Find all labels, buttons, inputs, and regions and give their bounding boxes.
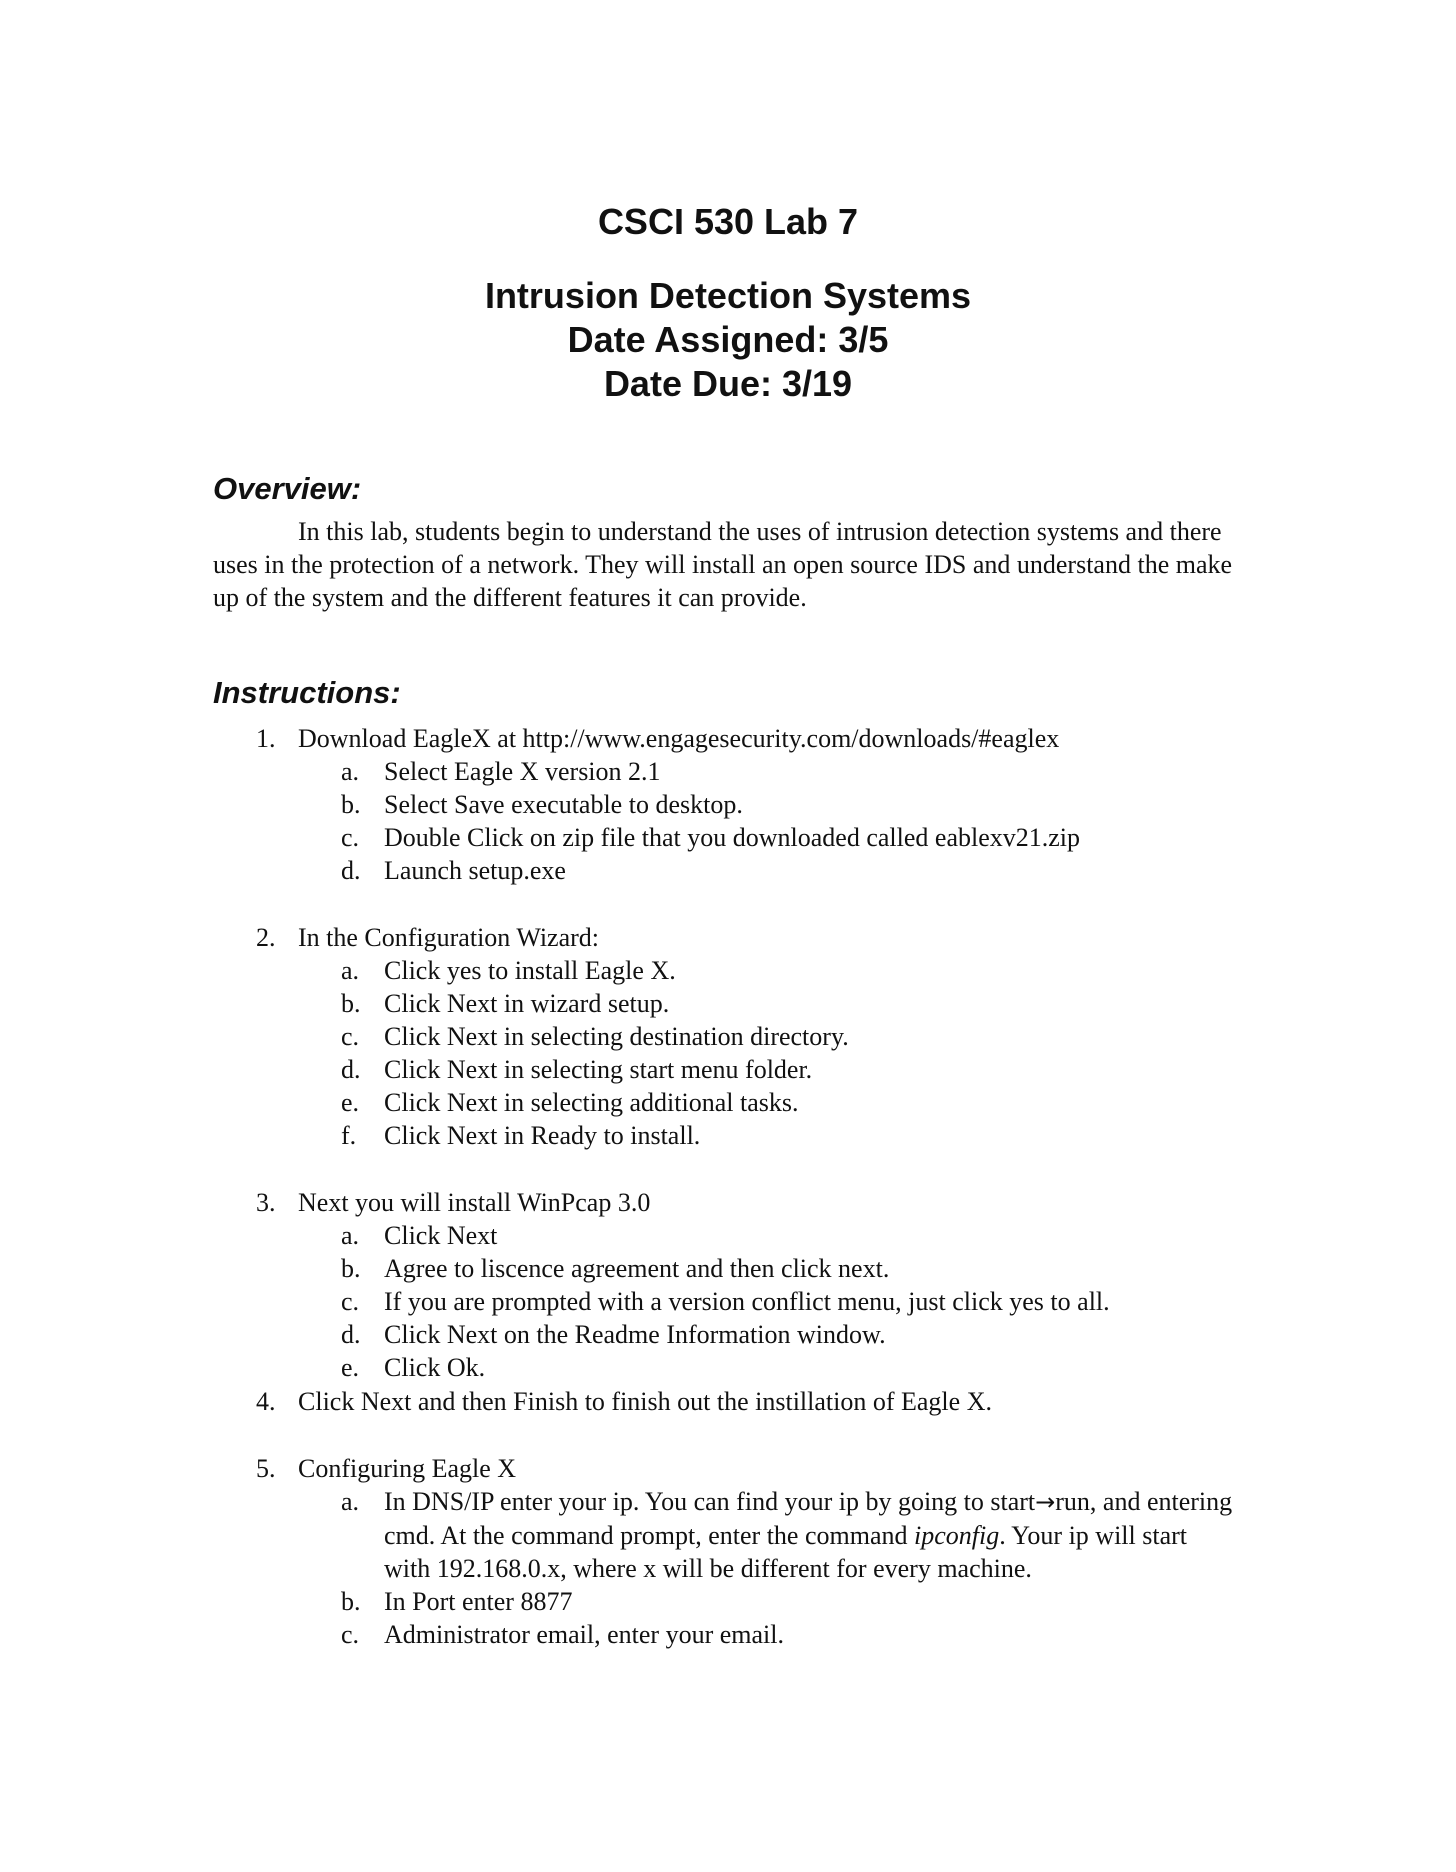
step-number: 5. <box>256 1454 276 1483</box>
instructions-heading: Instructions: <box>213 675 401 710</box>
sub-letter: c. <box>341 823 360 852</box>
command-name: ipconfig <box>913 1521 1000 1550</box>
step-number: 4. <box>256 1387 276 1416</box>
sub-letter: a. <box>341 757 360 786</box>
step-number: 1. <box>256 724 276 753</box>
sub-letter: b. <box>341 989 361 1018</box>
sub-text: Agree to liscence agreement and then click next. <box>384 1254 890 1283</box>
step-text: Next you will install WinPcap 3.0 <box>298 1188 651 1217</box>
sub-text: Select Save executable to desktop. <box>384 790 743 819</box>
sub-letter: e. <box>341 1353 360 1382</box>
overview-text: In this lab, students begin to understand the uses of intrusion detection systems and there uses in the protection of a network. They will install an open source IDS and understand the make up of the system and the different features it can provide. <box>213 517 1233 612</box>
sub-letter: d. <box>341 856 361 885</box>
sub-text: Click Next in wizard setup. <box>384 989 670 1018</box>
arrow-right-icon: → <box>1035 1488 1056 1516</box>
lab-title: CSCI 530 Lab 7 <box>597 201 859 242</box>
sub-text: Click Next in Ready to install. <box>384 1121 701 1150</box>
sub-text: Click Next on the Readme Information window. <box>384 1320 886 1349</box>
sub-letter: a. <box>341 1221 360 1250</box>
sub-text: Launch setup.exe <box>384 856 566 885</box>
sub-text: Click Next in selecting destination directory. <box>384 1022 849 1051</box>
sub-letter: a. <box>341 1487 360 1516</box>
sub-letter: c. <box>341 1620 360 1649</box>
sub-text: Click Ok. <box>384 1353 486 1382</box>
sub-letter: b. <box>341 1254 361 1283</box>
overview-heading: Overview: <box>213 471 362 506</box>
sub-text: If you are prompted with a version conflict menu, just click yes to all. <box>384 1287 1110 1316</box>
subtitle-line: Intrusion Detection Systems <box>484 275 972 316</box>
sub-letter: f. <box>341 1121 357 1150</box>
step-text: Download EagleX at http://www.engagesecurity.com/downloads/#eaglex <box>298 724 1060 753</box>
step-text: In the Configuration Wizard: <box>298 923 600 952</box>
sub-text-part: In DNS/IP enter your ip. You can find your ip by going to start <box>384 1487 1036 1516</box>
sub-letter: c. <box>341 1022 360 1051</box>
sub-letter: a. <box>341 956 360 985</box>
step-number: 3. <box>256 1188 276 1217</box>
step-text: Configuring Eagle X <box>298 1454 517 1483</box>
subtitle-block <box>0 274 1456 406</box>
step-text: Click Next and then Finish to finish out the instillation of Eagle X. <box>298 1387 992 1416</box>
sub-text: Click yes to install Eagle X. <box>384 956 676 985</box>
step-number: 2. <box>256 923 276 952</box>
sub-letter: d. <box>341 1320 361 1349</box>
sub-text: Select Eagle X version 2.1 <box>384 757 661 786</box>
sub-text: Click Next in selecting start menu folder. <box>384 1055 813 1084</box>
sub-text-part: run, and entering cmd. At the command prompt, enter the command <box>384 1487 1233 1550</box>
sub-text <box>384 1485 1234 1585</box>
sub-text: Click Next in selecting additional tasks. <box>384 1088 799 1117</box>
sub-letter: e. <box>341 1088 360 1117</box>
subtitle-line: Date Due: 3/19 <box>603 363 853 404</box>
overview-paragraph <box>213 515 1243 614</box>
sub-letter: c. <box>341 1287 360 1316</box>
sub-letter: b. <box>341 790 361 819</box>
subtitle-line: Date Assigned: 3/5 <box>567 319 889 360</box>
sub-text-part: . Your ip will start with 192.168.0.x, where x will be different for every machine. <box>384 1521 1188 1583</box>
sub-text: In Port enter 8877 <box>384 1587 573 1616</box>
sub-letter: d. <box>341 1055 361 1084</box>
sub-text: Administrator email, enter your email. <box>384 1620 784 1649</box>
sub-text: Click Next <box>384 1221 498 1250</box>
sub-letter: b. <box>341 1587 361 1616</box>
sub-text: Double Click on zip file that you downloaded called eablexv21.zip <box>384 823 1081 852</box>
